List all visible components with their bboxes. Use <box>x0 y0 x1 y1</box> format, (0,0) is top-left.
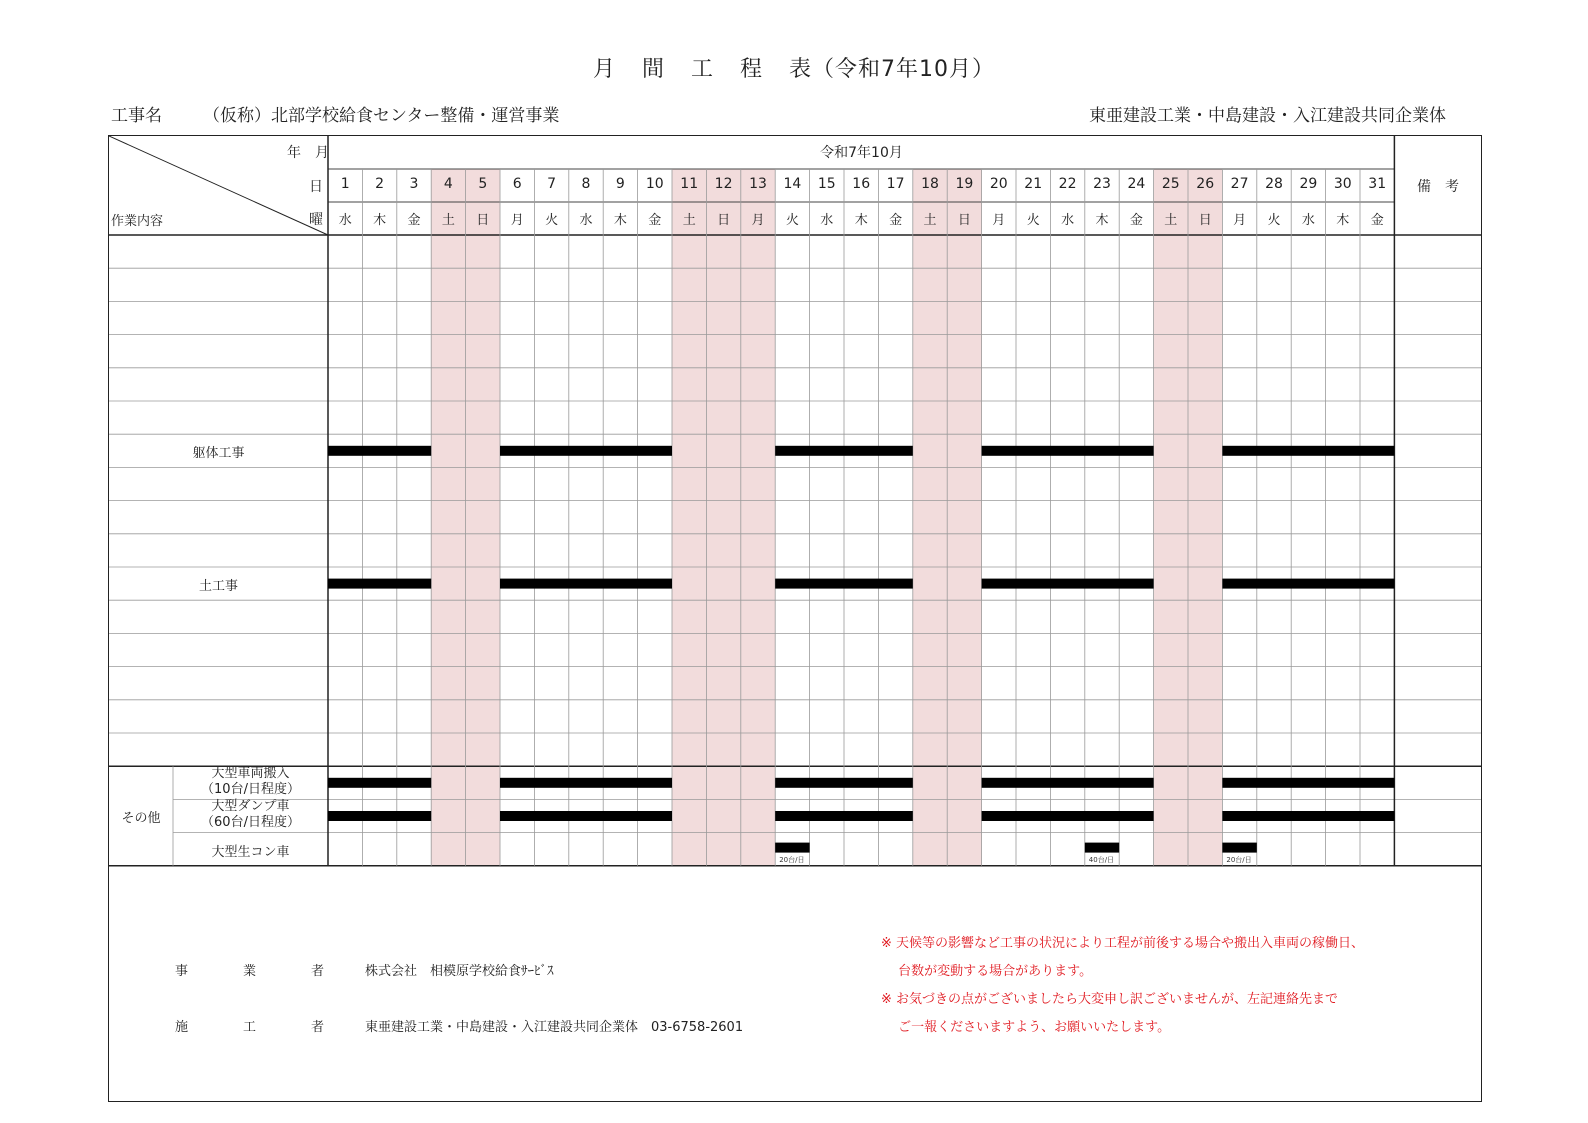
day-number: 6 <box>512 176 522 192</box>
title-char: 工 <box>690 57 714 82</box>
schedule-grid <box>109 136 1481 1101</box>
weekday: 土 <box>1164 213 1178 228</box>
weekday: 月 <box>510 213 524 228</box>
day-number: 1 <box>340 176 350 192</box>
builder-char-2: 工 <box>243 1020 257 1035</box>
day-number: 12 <box>714 176 733 192</box>
other-bar <box>982 811 1154 821</box>
page-title <box>0 52 1588 83</box>
other-bar <box>1222 778 1394 788</box>
note-line-4: ご一報くださいますよう、お願いいたします。 <box>881 1020 1171 1035</box>
weekday: 金 <box>1129 213 1143 228</box>
holiday-column <box>913 169 947 866</box>
other-row-label: 大型車両搬入 <box>211 766 290 782</box>
task-bar <box>328 446 431 456</box>
day-number: 24 <box>1127 176 1146 192</box>
day-number: 11 <box>680 176 699 192</box>
year-month-label: 年 月 <box>287 145 329 161</box>
weekday: 土 <box>441 213 455 228</box>
weekday: 火 <box>545 213 559 228</box>
weekday: 木 <box>1336 213 1350 228</box>
task-name: 躯体工事 <box>192 446 245 462</box>
work-content-label: 作業内容 <box>111 214 164 229</box>
holiday-column <box>947 169 981 866</box>
other-bar <box>775 778 913 788</box>
day-number: 10 <box>645 176 664 192</box>
concrete-bar <box>1222 843 1256 853</box>
weekday: 金 <box>407 213 421 228</box>
holiday-column <box>706 169 740 866</box>
weekday: 金 <box>648 213 662 228</box>
day-number: 23 <box>1093 176 1111 192</box>
weekday: 日 <box>957 213 971 228</box>
task-bar <box>775 579 913 589</box>
holiday-column <box>1154 169 1188 866</box>
task-bar <box>1222 579 1394 589</box>
month-header: 令和7年10月 <box>820 145 903 161</box>
day-number: 3 <box>409 176 419 192</box>
weekday: 土 <box>682 213 696 228</box>
other-bar <box>328 778 431 788</box>
schedule-sheet <box>108 135 1482 1102</box>
title-char: 表 <box>789 57 813 82</box>
day-number: 14 <box>783 176 802 192</box>
task-bar <box>982 579 1154 589</box>
weekday: 火 <box>1267 213 1281 228</box>
concrete-bar <box>775 843 809 853</box>
operator-char-2: 業 <box>243 964 257 979</box>
weekday: 日 <box>1198 213 1212 228</box>
title-char: 程 <box>740 57 764 82</box>
weekday-label: 曜 <box>309 212 323 228</box>
holiday-column <box>672 169 706 866</box>
holiday-column <box>431 169 465 866</box>
holiday-column <box>741 169 775 866</box>
day-number: 4 <box>443 176 453 192</box>
quantity-label: 20台/日 <box>779 855 805 864</box>
title-suffix: （令和7年10月） <box>812 57 996 82</box>
concrete-bar <box>1085 843 1119 853</box>
note-line-1: ※ 天候等の影響など工事の状況により工程が前後する場合や搬出入車両の稼働日、 <box>881 936 1365 951</box>
day-label: 日 <box>309 179 323 195</box>
operator-value: 株式会社 相模原学校給食ｻｰﾋﾞｽ <box>365 964 554 979</box>
weekday: 水 <box>1061 213 1075 228</box>
weekday: 日 <box>717 213 731 228</box>
day-number: 19 <box>955 176 974 192</box>
day-number: 18 <box>921 176 939 192</box>
weekday: 火 <box>785 213 799 228</box>
quantity-label: 20台/日 <box>1226 855 1252 864</box>
task-bar <box>1222 446 1394 456</box>
day-number: 13 <box>749 176 767 192</box>
weekday: 金 <box>1370 213 1384 228</box>
project-name: （仮称）北部学校給食センター整備・運営事業 <box>203 106 560 126</box>
weekday: 土 <box>923 213 937 228</box>
day-number: 27 <box>1230 176 1249 192</box>
day-number: 31 <box>1368 176 1387 192</box>
weekday: 月 <box>992 213 1006 228</box>
task-bar <box>982 446 1154 456</box>
day-number: 30 <box>1333 176 1352 192</box>
other-bar <box>328 811 431 821</box>
day-number: 5 <box>478 176 488 192</box>
other-row-label: 大型生コン車 <box>211 844 290 860</box>
task-name: 土工事 <box>198 579 238 594</box>
note-line-3: ※ お気づきの点がございましたら大変申し訳ございませんが、左記連絡先まで <box>881 992 1339 1007</box>
weekday: 水 <box>579 213 593 228</box>
weekday: 水 <box>338 213 352 228</box>
task-bar <box>328 579 431 589</box>
other-row-label: 大型ダンプ車 <box>211 799 290 815</box>
title-char: 間 <box>641 57 665 82</box>
day-number: 29 <box>1299 176 1318 192</box>
weekday: 月 <box>751 213 765 228</box>
weekday: 水 <box>820 213 834 228</box>
day-number: 2 <box>375 176 385 192</box>
note-line-2: 台数が変動する場合があります。 <box>881 964 1093 979</box>
builder-value: 東亜建設工業・中島建設・入江建設共同企業体 03-6758-2601 <box>365 1020 744 1035</box>
builder-char-1: 施 <box>175 1020 189 1035</box>
quantity-label: 40台/日 <box>1088 855 1115 864</box>
holiday-column <box>466 169 500 866</box>
day-number: 15 <box>817 176 836 192</box>
other-row-sublabel: （10台/日程度） <box>201 782 300 798</box>
operator-char-1: 事 <box>175 964 189 979</box>
weekday: 木 <box>1095 213 1109 228</box>
other-group-label: その他 <box>121 811 161 826</box>
weekday: 月 <box>1233 213 1247 228</box>
weekday: 金 <box>889 213 903 228</box>
builder-char-3: 者 <box>311 1020 325 1035</box>
other-bar <box>1222 811 1394 821</box>
weekday: 木 <box>854 213 868 228</box>
day-number: 21 <box>1024 176 1043 192</box>
task-bar <box>500 446 672 456</box>
day-number: 8 <box>581 176 591 192</box>
day-number: 7 <box>547 176 557 192</box>
day-number: 25 <box>1161 176 1180 192</box>
operator-char-3: 者 <box>311 964 325 979</box>
other-bar <box>500 778 672 788</box>
weekday: 火 <box>1026 213 1040 228</box>
day-number: 22 <box>1058 176 1077 192</box>
holiday-column <box>1188 169 1222 866</box>
contractor-name: 東亜建設工業・中島建設・入江建設共同企業体 <box>1089 106 1446 126</box>
day-number: 20 <box>989 176 1008 192</box>
day-number: 9 <box>615 176 625 192</box>
weekday: 木 <box>613 213 627 228</box>
other-bar <box>500 811 672 821</box>
day-number: 16 <box>852 176 871 192</box>
weekday: 日 <box>476 213 490 228</box>
weekday: 木 <box>373 213 387 228</box>
other-row-sublabel: （60台/日程度） <box>201 815 300 831</box>
title-char: 月 <box>592 57 616 82</box>
day-number: 26 <box>1196 176 1215 192</box>
task-bar <box>500 579 672 589</box>
day-number: 28 <box>1265 176 1283 192</box>
other-bar <box>775 811 913 821</box>
task-bar <box>775 446 913 456</box>
remarks-label: 備 考 <box>1417 179 1459 195</box>
project-label: 工事名 <box>111 106 162 126</box>
day-number: 17 <box>886 176 905 192</box>
weekday: 水 <box>1301 213 1315 228</box>
other-bar <box>982 778 1154 788</box>
